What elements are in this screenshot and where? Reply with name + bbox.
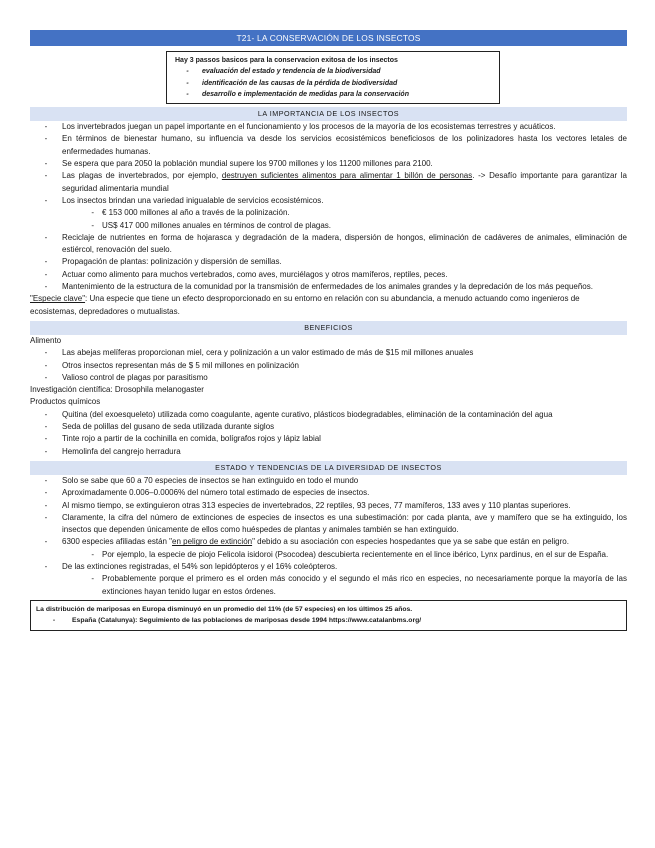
list-item: - Hemolinfa del cangrejo herradura [44, 446, 181, 456]
underlined-text: en peligro de extinción [172, 537, 253, 547]
list-item: - Actuar como alimento para muchos vertebrados, como aves, murciélagos y otros mamíferos, reptiles, peces. [44, 269, 448, 279]
section-heading-importancia: LA IMPORTANCIA DE LOS INSECTOS [30, 107, 627, 121]
list-item: - Claramente, la cifra del número de extinciones de especies de insectos es una subestimación: por cada planta, ave y mamífero que se ha extinguido, los insectos que dependen únicamente de ellos como huéspedes de plantas y animales también se han extinguido. [44, 512, 627, 535]
subheading-investigacion: Investigación científica: Drosophila melanogaster [30, 385, 204, 395]
list-item: - Las plagas de invertebrados, por ejemplo, destruyen suficientes alimentos para alimentar 1 billón de personas. -> Desafío importante para garantizar la seguridad alimentaria mundial [44, 171, 627, 193]
underlined-text: "Especie clave" [30, 294, 86, 304]
sub-list-item: - Por ejemplo, la especie de piojo Felicola isidoroi (Psocodea) descubierta recientemente en el lince ibérico, Lynx pardinus, en el sur de España. [91, 549, 609, 559]
sub-list-item: - € 153 000 millones al año a través de la polinización. [91, 208, 290, 218]
list-item: - Valioso control de plagas por parasitismo [44, 372, 208, 382]
section-heading-estado: ESTADO Y TENDENCIAS DE LA DIVERSIDAD DE INSECTOS [30, 461, 627, 475]
list-item: - Quitina (del exoesqueleto) utilizada como coagulante, agente curativo, plásticos biodegradables, eliminación de la contaminación del agua [44, 409, 553, 419]
list-item: - Reciclaje de nutrientes en forma de hojarasca y degradación de la madera, dispersión de hongos, eliminación de cadáveres de animales, eliminación de estiércol, renovación del suelo. [44, 232, 627, 255]
page-title: T21- LA CONSERVACIÓN DE LOS INSECTOS [30, 30, 627, 46]
list-item: - Los invertebrados juegan un papel importante en el funcionamiento y los procesos de la mayoría de los ecosistemas terrestres y acuáticos. [44, 122, 556, 132]
note-box [30, 600, 627, 631]
list-item: - Solo se sabe que 60 a 70 especies de insectos se han extinguido en todo el mundo [44, 475, 359, 485]
list-item: - En términos de bienestar humano, su influencia va desde los servicios ecosistémicos beneficiosos de los polinizadores hasta los vectores letales de enfermedades humanas. [44, 134, 627, 156]
keystone-definition: "Especie clave": Una especie que tiene un efecto desproporcionado en su entorno en relación con su abundancia, a menudo actuando como ingenieros de ecosistemas, depredadores o mutualistas. [30, 294, 580, 316]
sub-list-item: - Probablemente porque el primero es el orden más conocido y el segundo el más rico en especies, no necesariamente porque la mayoría de las extinciones hayan tenido lugar en estos órdenes. [91, 574, 627, 596]
list-item: - Mantenimiento de la estructura de la comunidad por la transmisión de enfermedades de los animales grandes y la depredación de los más pequeños. [44, 282, 593, 292]
section-heading-beneficios: BENEFICIOS [30, 321, 627, 335]
list-item: - Al mismo tiempo, se extinguieron otras 313 especies de invertebrados, 22 reptiles, 93 peces, 77 mamíferos, 133 aves y 110 plantas superiores. [44, 500, 571, 510]
list-item: - Otros insectos representan más de $ 5 mil millones en polinización [44, 360, 300, 370]
subheading-productos: Productos químicos [30, 397, 101, 407]
note-sub-item: - España (Catalunya): Seguimiento de las poblaciones de mariposas desde 1994 https://www.catalanbms.org/ [52, 617, 422, 625]
note-text: La distribución de mariposas en Europa disminuyó en un promedio del 11% (de 57 especies) en los últimos 25 años. [36, 605, 413, 613]
list-item: - Propagación de plantas: polinización y dispersión de semillas. [44, 257, 282, 267]
list-item: - Seda de polillas del gusano de seda utilizada durante siglos [44, 422, 275, 432]
list-item: - 6300 especies afiliadas están "en peligro de extinción" debido a su asociación con especies hospedantes que ya se sabe que están en peligro. [44, 537, 569, 547]
subheading-alimento: Alimento [30, 335, 62, 345]
list-item: - Los insectos brindan una variedad inigualable de servicios ecosistémicos. [44, 195, 324, 205]
intro-item: - identificación de las causas de la pérdida de biodiversidad [186, 79, 398, 87]
sub-list-item: - US$ 417 000 millones anuales en términos de control de plagas. [91, 220, 332, 230]
document-page [30, 30, 627, 631]
list-item: - Tinte rojo a partir de la cochinilla en comida, bolígrafos rojos y lápiz labial [44, 434, 321, 444]
intro-text: Hay 3 passos basicos para la conservacion exitosa de los insectos [175, 57, 398, 64]
intro-box [166, 51, 500, 104]
list-item: - Aproximadamente 0.006–0.0006% del número total estimado de especies de insectos. [44, 488, 370, 498]
list-item: - Se espera que para 2050 la población mundial supere los 9700 millones y los 11200 millones para 2100. [44, 159, 433, 169]
intro-item: - evaluación del estado y tendencia de la biodiversidad [186, 68, 381, 76]
list-item: - Las abejas melíferas proporcionan miel, cera y polinización a un valor estimado de más de $15 mil millones anuales [44, 348, 474, 358]
underlined-text: destruyen suficientes alimentos para alimentar 1 billón de personas [221, 171, 473, 181]
list-item: - De las extinciones registradas, el 54% son lepidópteros y el 16% coleópteros. [44, 561, 338, 571]
intro-item: - desarrollo e implementación de medidas para la conservación [186, 90, 409, 98]
